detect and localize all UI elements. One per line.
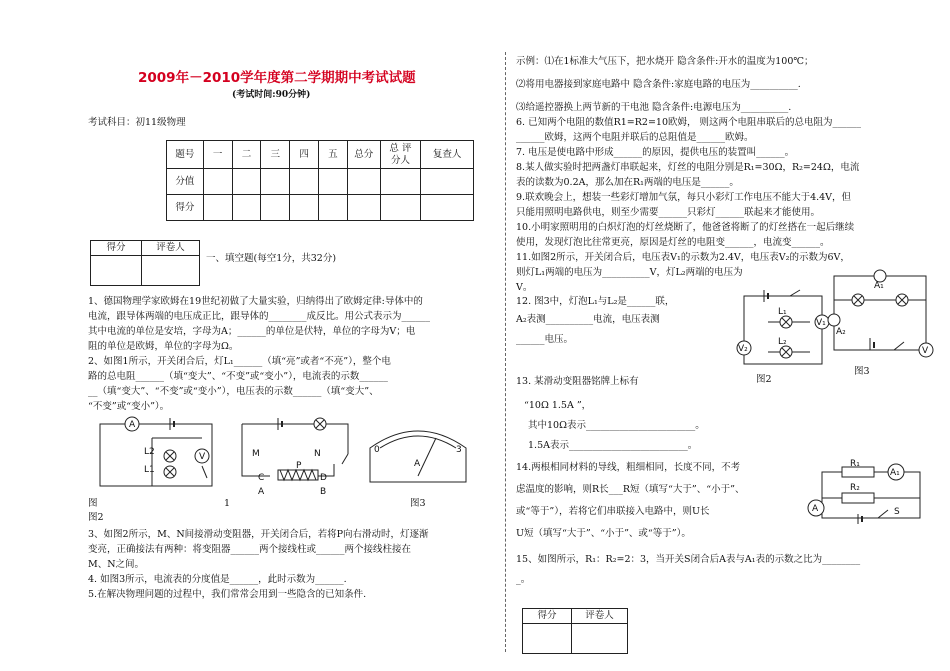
text-line: ⑶给遥控器换上两节新的干电池 隐含条件:电源电压为__________. <box>516 102 792 113</box>
fig1-l2-label: L2 <box>144 447 155 457</box>
q15-line: 15、如图所示，R₁：R₂=2：3，当开关S闭合后A表与A₁表的示数之比为________ <box>516 554 861 565</box>
row-header: 题号 <box>167 141 204 169</box>
fig1-l1-label: L1 <box>144 465 155 475</box>
text-line: 路的总电阻______（填“变大”、“不变”或“变小”），电流表的示数______ <box>88 371 388 382</box>
grader-score-label: 得分 <box>91 241 142 256</box>
right-figure-2-circuit <box>738 288 828 372</box>
q13-line: 13. 某滑动变阻器铭牌上标有 <box>516 376 639 387</box>
q14-r2-label: R₂ <box>850 483 860 493</box>
col-header: 复查人 <box>421 141 474 169</box>
col-header: 三 <box>261 141 290 169</box>
text-line: 4. 如图3所示，电流表的分度值是______，此时示数为______. <box>88 574 347 585</box>
q14-line: 虑温度的影响，则R长___R短（填写“大于”、“小于”、 <box>516 484 745 495</box>
text-line: “不变”或“变小”）。 <box>88 401 170 412</box>
col-header: 二 <box>232 141 261 169</box>
text-line: 表的读数为0.2A，那么加在R₁两端的电压是______。 <box>516 177 739 188</box>
exam-title: 2009年－2010学年度第二学期期中考试试题 <box>138 70 416 86</box>
right-fig3-label: 图3 <box>854 366 870 377</box>
grader-name-label: 评卷人 <box>142 241 200 256</box>
q14-figure-circuit <box>808 458 928 530</box>
text-line: ⑵将用电器接到家庭电路中 隐含条件:家庭电路的电压为__________. <box>516 79 801 90</box>
grader-name-label: 评卷人 <box>572 609 628 624</box>
text-line: 电流，跟导体两端的电压成正比，跟导体的________成反比。用公式表示为______ <box>88 311 431 322</box>
text-line: 10.小明家照明用的白炽灯泡的灯丝烧断了，他爸爸将断了的灯丝搭在一起后继续 <box>516 222 855 233</box>
text-line: 6. 已知两个电阻的数值R1=R2=10欧姆， 则这两个电阻串联后的总电阻为______ <box>516 117 862 128</box>
text-line: V。 <box>516 282 533 293</box>
meter-zero-label: 0 <box>374 445 380 455</box>
q14-line: U短（填写“大于”、“小于”、或“等于”）。 <box>516 528 691 539</box>
text-line: M、N之间。 <box>88 559 145 570</box>
row-header: 得分 <box>167 195 204 221</box>
figure-3-meter <box>366 418 470 488</box>
row-header: 分值 <box>167 169 204 195</box>
q15-line: _。 <box>516 574 531 585</box>
figure-2-circuit <box>238 416 356 498</box>
text-line: 使用，发现灯泡比往常更亮，原因是灯丝的电阻变______，电流变______。 <box>516 237 830 248</box>
fig2-c-label: C <box>258 473 265 483</box>
q14-a1-label: A₁ <box>890 468 900 478</box>
text-line: 5.在解决物理问题的过程中，我们常常会用到一些隐含的已知条件. <box>88 589 367 600</box>
figure-1-circuit <box>92 416 222 496</box>
rfig2-v1-label: V₁ <box>816 318 826 328</box>
q12-line: ______电压。 <box>516 334 574 345</box>
fig-label: 图 <box>88 498 98 509</box>
text-line: 示例：⑴在1标准大气压下，把水烧开 隐含条件:开水的温度为100℃； <box>516 56 814 67</box>
q13-line: 1.5A表示_________________________。 <box>528 440 698 451</box>
right-figure-3-circuit <box>830 272 930 364</box>
column-divider <box>505 52 506 652</box>
text-line: 9.联欢晚会上，想装一些彩灯增加气氛，每只小彩灯工作电压不能大于4.4V，但 <box>516 192 852 203</box>
rfig2-l2-label: L₂ <box>778 337 787 347</box>
grader-score-label: 得分 <box>523 609 572 624</box>
text-line: 则灯L₁两端的电压为__________V，灯L₂两端的电压为 <box>516 267 743 278</box>
q12-line: 12. 图3中，灯泡L₁与L₂是______联， <box>516 296 675 307</box>
text-line: 7. 电压是使电路中形成______的原因，提供电压的装置叫______。 <box>516 147 795 158</box>
q14-a-label: A <box>812 504 819 514</box>
fig2-n-label: N <box>314 449 321 459</box>
fig2-d-label: D <box>320 473 327 483</box>
text-line: 8.某人做实验时把两盏灯串联起来，灯丝的电阻分别是R₁=30Ω，R₂=24Ω，电流 <box>516 162 860 173</box>
section1-heading: 一、填空题(每空1分，共32分) <box>206 253 337 264</box>
fig2-a-label: A <box>258 487 265 497</box>
q14-s-label: S <box>894 507 900 517</box>
q14-r1-label: R₁ <box>850 459 860 469</box>
fig-label: 图3 <box>410 498 426 509</box>
col-header: 一 <box>203 141 232 169</box>
fig-label: 图2 <box>88 512 104 523</box>
rfig3-a2-label: A₂ <box>836 327 846 337</box>
meter-three-label: 3 <box>456 445 462 455</box>
q14-line: 或“等于”），若将它们串联接入电路中，则U长 <box>516 506 710 517</box>
exam-time: (考试时间:90分钟) <box>232 90 311 100</box>
text-line: 3、如图2所示，M、N间接滑动变阻器，开关闭合后，若将P向右滑动时，灯逐渐 <box>88 529 429 540</box>
exam-subject: 考试科目：初11级物理 <box>88 117 186 128</box>
q13-line: “10Ω 1.5A ”， <box>524 400 592 411</box>
grader-box <box>90 240 200 286</box>
fig1-ammeter-label: A <box>129 420 136 430</box>
text-line: __（填“变大”、“不变”或“变小”），电压表的示数______（填“变大”、 <box>88 386 379 397</box>
score-table <box>166 140 474 221</box>
q12-line: A₂表测__________电流，电压表测 <box>516 314 660 325</box>
text-line: 变亮，正确接法有两种：将变阻器______两个接线柱或______两个接线柱接在 <box>88 544 412 555</box>
right-fig2-label: 图2 <box>756 374 772 385</box>
text-line: 只能用照明电路供电，则至少需要______只彩灯______联起来才能使用。 <box>516 207 821 218</box>
text-line: 其中电流的单位是安培，字母为A；______的单位是伏特，单位的字母为V；电 <box>88 326 416 337</box>
rfig2-v2-label: V₂ <box>738 344 748 354</box>
text-line: 1、德国物理学家欧姆在19世纪初做了大量实验，归纳得出了欧姆定律:导体中的 <box>88 296 423 307</box>
text-line: 11.如图2所示，开关闭合后，电压表V₁的示数为2.4V，电压表V₂的示数为6V， <box>516 252 850 263</box>
fig2-m-label: M <box>252 449 260 459</box>
rfig3-v-label: V <box>922 346 929 356</box>
rfig3-a1-label: A₁ <box>874 281 884 291</box>
col-header: 五 <box>319 141 348 169</box>
q14-line: 14.两根相同材料的导线，粗细相同，长度不同，不考 <box>516 462 741 473</box>
q13-line: 其中10Ω表示_______________________。 <box>528 420 705 431</box>
col-header: 四 <box>290 141 319 169</box>
rfig2-l1-label: L₁ <box>778 307 787 317</box>
fig2-b-label: B <box>320 487 327 497</box>
fig-label: 1 <box>224 498 231 509</box>
col-header: 总 评 分人 <box>380 141 421 169</box>
grader-box-2 <box>522 608 628 654</box>
fig1-voltmeter-label: V <box>199 452 206 462</box>
fig2-p-label: P <box>296 461 302 471</box>
col-header: 总分 <box>347 141 380 169</box>
text-line: 阻的单位是欧姆，单位的字母为Ω。 <box>88 341 239 352</box>
text-line: 2、如图1所示，开关闭合后，灯L₁______（填“亮”或者“不亮”），整个电 <box>88 356 391 367</box>
text-line: ______欧姆，这两个电阻并联后的总阻值是______欧姆。 <box>516 132 754 143</box>
meter-unit-label: A <box>414 459 421 469</box>
